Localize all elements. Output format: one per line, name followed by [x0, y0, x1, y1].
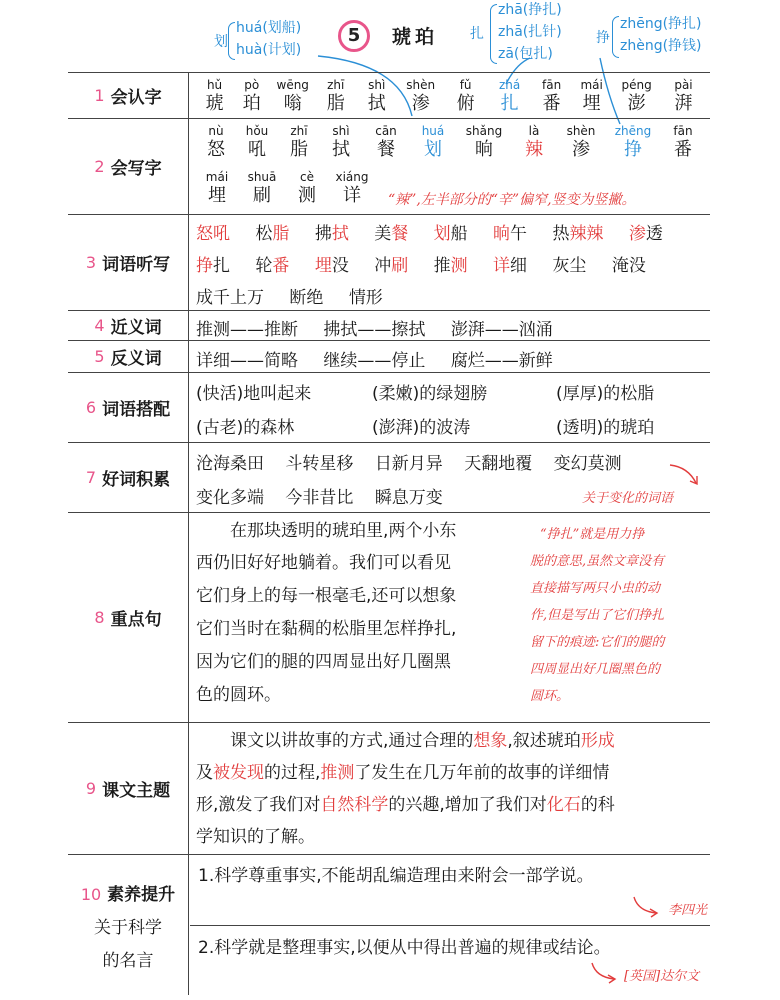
idiom: 天翻地覆	[464, 454, 533, 474]
char: 嗡	[283, 93, 302, 114]
char: 湃	[674, 93, 693, 114]
word-pair: 拂拭——擦拭	[323, 320, 426, 340]
word: 埋没	[314, 256, 349, 276]
word: 怒吼	[196, 224, 230, 244]
section-label: 词语听写	[102, 255, 171, 275]
polyphone-reading: zhēng(挣扎)	[620, 16, 702, 32]
section-dictation	[68, 215, 710, 311]
char: 番	[542, 93, 561, 114]
char: 珀	[242, 93, 261, 114]
section-sublabel: 关于科学	[94, 917, 162, 938]
collocation-item: (澎湃)的波涛	[372, 418, 471, 438]
collocation-item: (柔嫩)的绿翅膀	[372, 384, 488, 404]
section-theme	[68, 723, 710, 855]
pinyin-char-row: mái 埋 shuā 刷 cè 测 xiáng 详	[196, 169, 706, 207]
word-line	[196, 219, 683, 244]
word: 拂拭	[314, 224, 349, 244]
arrow-icon	[666, 461, 706, 487]
word-pair: 详细——简略	[196, 351, 298, 371]
arrow-icon	[630, 893, 660, 919]
char: 澎	[627, 93, 646, 114]
char: 埋	[582, 93, 601, 114]
char: 脂	[290, 139, 308, 160]
word: 成千上万	[196, 288, 264, 308]
quote-item	[190, 925, 710, 995]
section-number: 5	[94, 347, 105, 366]
char: 渗	[411, 93, 430, 114]
word-line	[196, 251, 666, 276]
annotation-note: 关于变化的词语	[582, 491, 674, 506]
section-label: 素养提升	[107, 884, 176, 905]
char: 拭	[367, 93, 386, 114]
polyphone-reading: zhā(挣扎)	[498, 2, 562, 18]
word: 热辣辣	[552, 224, 604, 244]
polyphone-reading: zā(包扎)	[498, 46, 553, 62]
word-line	[196, 283, 403, 308]
section-label: 会认字	[110, 88, 162, 108]
word: 渗透	[628, 224, 663, 244]
char: 辣	[525, 139, 543, 160]
quote-author: 李四光	[668, 903, 708, 918]
char: 刷	[253, 185, 271, 206]
idiom: 变幻莫测	[553, 454, 622, 474]
section-number: 7	[85, 468, 97, 487]
section-number: 4	[94, 316, 105, 335]
polyphone-char: 挣	[596, 30, 610, 46]
lesson-table	[68, 72, 710, 995]
section-number: 10	[80, 884, 102, 904]
char: 俯	[456, 93, 475, 114]
word: 情形	[348, 288, 383, 308]
section-label: 好词积累	[102, 470, 171, 490]
word-pair: 推测——推断	[196, 320, 298, 340]
section-quotes	[68, 855, 710, 995]
word: 断绝	[289, 288, 324, 308]
word: 淹没	[611, 256, 646, 276]
idiom: 沧海桑田	[196, 454, 264, 474]
section-label: 会写字	[110, 159, 162, 179]
arrow-icon	[588, 959, 618, 985]
collocation-item: (快活)地叫起来	[196, 384, 312, 404]
quote-author: [英国]达尔文	[624, 969, 700, 984]
section-recognize	[68, 73, 710, 119]
char: 脂	[326, 93, 345, 114]
section-number: 6	[85, 398, 97, 417]
idiom: 日新月异	[374, 454, 443, 474]
char: 晌	[475, 139, 493, 160]
char: 琥	[205, 93, 224, 114]
word: 灰尘	[552, 256, 587, 276]
section-sublabel: 的名言	[102, 950, 154, 971]
char: 埋	[208, 185, 226, 206]
word-pair: 澎湃——汹涌	[450, 320, 553, 340]
lesson-number: 5	[338, 20, 370, 52]
word: 美餐	[374, 224, 409, 244]
idiom: 变化多端	[196, 488, 264, 508]
char: 详	[343, 185, 361, 206]
char: 番	[674, 139, 692, 160]
section-good-words	[68, 443, 710, 513]
word-pair: 继续——停止	[323, 351, 426, 371]
section-collocation	[68, 373, 710, 443]
char: 吼	[248, 139, 266, 160]
word: 冲刷	[374, 256, 409, 276]
section-label: 课文主题	[102, 781, 171, 801]
section-label: 近义词	[110, 318, 162, 338]
section-number: 8	[94, 608, 105, 627]
section-number: 2	[94, 157, 105, 176]
quote-text: 1.科学尊重事实,不能胡乱编造理由来附会一部学说。	[198, 866, 594, 886]
quote-text: 2.科学就是整理事实,以便从中得出普遍的规律或结论。	[198, 938, 611, 958]
polyphone-reading: zhèng(挣钱)	[620, 38, 702, 54]
char: 餐	[377, 139, 395, 160]
word: 详细	[493, 256, 528, 276]
key-sentence-note: “挣扎”就是用力挣 脱的意思,虽然文章没有 直接描写两只小虫的动 作,但是写出了它们挣扎 留下的痕迹:它们的腿的 四周显出好几圈黑色的 圆环。	[530, 527, 665, 704]
polyphone-reading: huà(计划)	[236, 42, 302, 58]
idiom: 今非昔比	[285, 488, 354, 508]
polyphone-reading: huá(划船)	[236, 20, 302, 36]
section-number: 3	[85, 253, 97, 272]
word: 划船	[433, 224, 468, 244]
pinyin-char-row: hǔ 琥 pò 珀 wēng 嗡 zhī 脂 shì 拭 shèn 渗 fǔ 俯 zhá 扎 fān 番 mái 埋 péng 澎 pài 湃	[196, 77, 706, 115]
char: 挣	[624, 139, 642, 160]
section-label: 词语搭配	[102, 400, 171, 420]
polyphone-reading: zhā(扎针)	[498, 24, 562, 40]
pinyin-char-row: nù 怒 hǒu 吼 zhī 脂 shì 拭 cān 餐 huá 划 shǎng 晌 là 辣 shèn 渗 zhēng 挣 fān 番	[196, 123, 706, 161]
char: 扎	[500, 93, 519, 114]
word: 挣扎	[196, 256, 230, 276]
section-label: 反义词	[110, 349, 162, 369]
char: 怒	[207, 139, 225, 160]
idiom: 斗转星移	[285, 454, 354, 474]
polyphone-char: 划	[214, 34, 228, 50]
char: 划	[424, 139, 442, 160]
char: 测	[298, 185, 316, 206]
idiom: 瞬息万变	[374, 488, 443, 508]
collocation-item: (古老)的森林	[196, 418, 295, 438]
char: 拭	[332, 139, 350, 160]
char: 渗	[572, 139, 590, 160]
section-number: 9	[85, 779, 97, 798]
section-number: 1	[94, 86, 105, 105]
word: 晌午	[493, 224, 528, 244]
section-label: 重点句	[110, 610, 162, 630]
collocation-item: (厚厚)的松脂	[556, 384, 655, 404]
key-sentence-text: 在那块透明的琥珀里,两个小东 西仍旧好好地躺着。我们可以看见 它们身上的每一根毫毛,还可以想象 它们当时在黏稠的松脂里怎样挣扎, 因为它们的腿的四周显出好几圈黑 色的圆环。	[196, 521, 457, 705]
section-antonyms	[68, 341, 710, 373]
quote-item	[190, 855, 710, 926]
section-write	[68, 119, 710, 215]
section-key-sentence	[68, 513, 710, 723]
word-pair: 腐烂——新鲜	[450, 351, 553, 371]
annotation-note: “辣”,左半部分的“辛”偏窄,竖变为竖撇。	[388, 192, 636, 208]
collocation-item: (透明)的琥珀	[556, 418, 655, 438]
word: 松脂	[255, 224, 290, 244]
theme-text: 课文以讲故事的方式,通过合理的想象,叙述琥珀形成 及被发现的过程,推测了发生在几万年前的故事的详细情 形,激发了我们对自然科学的兴趣,增加了我们对化石的科 学知识的了解。	[196, 731, 615, 847]
page-title: 琥珀	[392, 26, 439, 48]
word: 推测	[433, 256, 468, 276]
word: 轮番	[255, 256, 290, 276]
polyphone-char: 扎	[470, 26, 484, 42]
section-synonyms	[68, 311, 710, 341]
